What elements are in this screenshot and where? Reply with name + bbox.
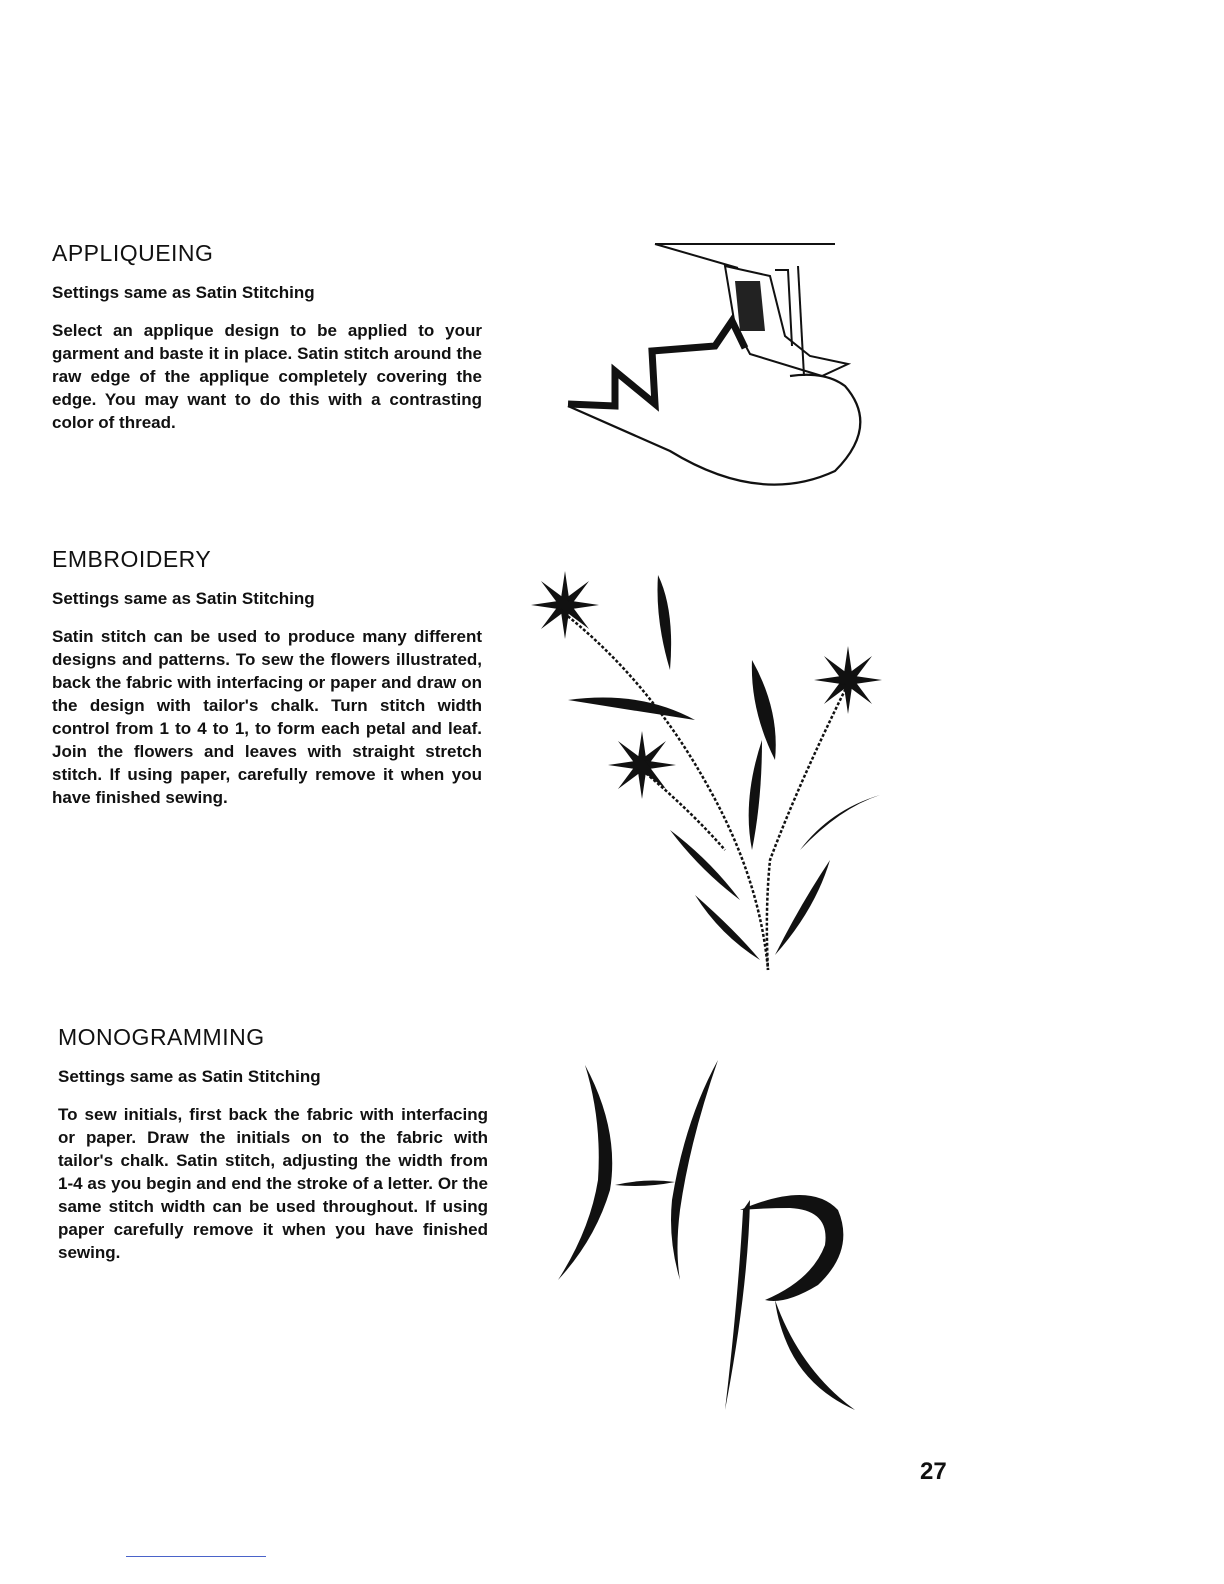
monogram-section — [58, 1024, 488, 1264]
letter-r-stem — [725, 1200, 750, 1410]
page-number: 27 — [920, 1458, 947, 1485]
letter-r-bowl — [740, 1195, 843, 1301]
monogram-settings: Settings same as Satin Stitching — [58, 1067, 321, 1086]
leaf-bottom-right — [775, 860, 830, 955]
stem-right — [767, 680, 850, 970]
leaf-lower-left — [670, 830, 740, 900]
flower-top-left — [531, 571, 599, 639]
monogram-body: To sew initials, first back the fabric with interfacing or paper. Draw the initials on to the fabric with tailor's chalk. Satin stitch, adjusting the width from 1-4 as you begin and end the stroke of a letter. Or the same stitch width can be used throughout. If using paper carefully remove it when you have finished sewing. — [58, 1105, 488, 1262]
monogram-hr-illustration — [550, 1060, 890, 1420]
flower-middle-left — [608, 731, 676, 799]
leaf-mid-right — [749, 740, 762, 850]
applique-body: Select an applique design to be applied to your garment and baste it in place. Satin stitch around the raw edge of the applique completely covering the edge. You may want to do this with a contrasting color of thread. — [52, 321, 482, 432]
leaf-left-long — [568, 698, 695, 721]
applique-section — [52, 240, 482, 434]
applique-illustration — [560, 236, 880, 506]
stem-left — [642, 770, 725, 850]
letter-h-right-stroke — [671, 1060, 718, 1280]
embroidery-body: Satin stitch can be used to produce many different designs and patterns. To sew the flowers illustrated, back the fabric with interfacing or paper and draw on the design with tailor's chalk. Turn stitch width control from 1 to 4 to 1, to form each petal and leaf. Join the flowers and leaves with straight stretch stitch. If using paper, carefully remove it when you have finished sewing. — [52, 627, 482, 807]
embroidery-settings: Settings same as Satin Stitching — [52, 589, 315, 608]
embroidery-heading: EMBROIDERY — [52, 546, 212, 572]
flower-right — [814, 646, 882, 714]
applique-settings: Settings same as Satin Stitching — [52, 283, 315, 302]
embroidery-section — [52, 546, 482, 809]
letter-r-leg — [775, 1300, 855, 1410]
letter-h-left-stroke — [558, 1065, 612, 1280]
leaf-center — [752, 660, 776, 760]
monogram-heading: MONOGRAMMING — [58, 1024, 265, 1050]
satin-stitch-zigzag — [568, 321, 745, 406]
footer-rule — [126, 1556, 266, 1557]
embroidery-flower-illustration — [530, 560, 910, 980]
leaf-bottom-left — [695, 895, 760, 960]
stem-main — [560, 610, 768, 970]
leaf-right-low — [800, 795, 880, 850]
leaf-top-tall — [658, 575, 672, 670]
letter-h-crossbar — [615, 1181, 675, 1186]
machine-bed-line — [655, 244, 835, 268]
applique-heading: APPLIQUEING — [52, 240, 214, 266]
